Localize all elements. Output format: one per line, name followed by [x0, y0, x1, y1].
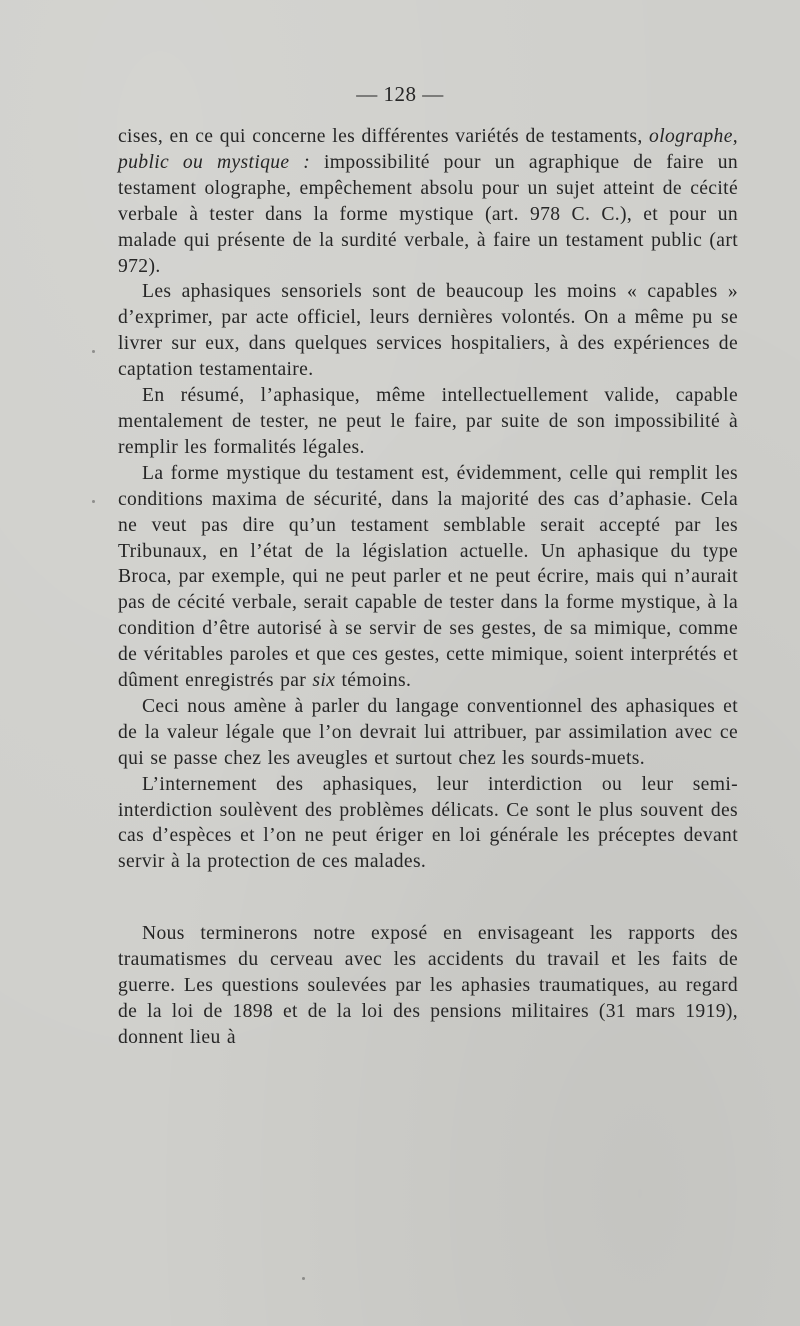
paragraph-mystic-form — [118, 461, 738, 694]
text-span: La forme mystique du testament est, évidemment, celle qui remplit les conditions maxima de sécurité, dans la majorité des cas d’aphasie. Cela ne veut pas dire qu’un testament semblable serait accepté par les Tribunaux, en l’état de la législation actuelle. Un aphasique du type Broca, par exemple, qui ne peut parler et ne peut écrire, mais qui n’aurait pas de cécité verbale, serait capable de tester dans la forme mystique, à la condition d’être autorisé à se servir de ses gestes, de sa mimique, comme de véritables paroles et que ces gestes, cette mimique, soient interprétés et dûment enregistrés par — [118, 462, 738, 692]
text-span: Les aphasiques sensoriels sont de beaucoup les moins « capables » d’exprimer, par acte officiel, leurs dernières volontés. On a même pu se livrer sur eux, dans quelques services hospitaliers, à des expériences de captation testamentaire. — [118, 281, 738, 381]
text-span: L’internement des aphasiques, leur interdiction ou leur semi-interdiction soulèvent des problèmes délicats. Ce sont le plus souvent des cas d’espèces et l’on ne peut ériger en loi générale les préceptes devant servir à la protection de ces malades. — [118, 773, 738, 873]
paragraph-summary — [118, 383, 738, 461]
text-span: impossibilité pour un agraphique de faire un testament olographe, empêchement absolu pour un sujet atteint de cécité verbale à tester dans la forme mystique (art. 978 C. C.), et pour un malade qui présente de la surdité verbale, à faire un testament public (art 972). — [118, 151, 738, 277]
italic-span: olographe, public ou mystique : — [118, 126, 738, 173]
text-span: témoins. — [335, 670, 412, 692]
italic-span: six — [312, 670, 336, 692]
paragraph-traumatisms — [118, 921, 738, 1051]
page-number: — 128 — — [356, 82, 444, 106]
paragraph-internment — [118, 772, 738, 876]
paragraph-conventional-language — [118, 694, 738, 772]
paper-speck — [92, 350, 95, 353]
paragraph-testament-varieties — [118, 124, 738, 279]
text-span: cises, en ce qui concerne les différentes variétés de testaments, — [118, 126, 650, 147]
paper-speck — [92, 500, 95, 503]
text-span: En résumé, l’aphasique, même intellectuellement valide, capable mentalement de tester, ne peut le faire, par suite de son impossibilité à remplir les formalités légales. — [118, 385, 738, 458]
text-span: Nous terminerons notre exposé en envisageant les rapports des traumatismes du cerveau avec les accidents du travail et les faits de guerre. Les questions soulevées par les aphasies traumatiques, au regard de la loi de 1898 et de la loi des pensions militaires (31 mars 1919), donnent lieu à — [118, 923, 738, 1048]
paper-speck — [302, 1277, 305, 1280]
text-span: Ceci nous amène à parler du langage conventionnel des aphasiques et de la valeur légale que l’on devrait lui attribuer, par assimilation avec ce qui se passe chez les aveugles et surtout chez les sourds-muets. — [118, 695, 738, 769]
body-text — [118, 124, 738, 1051]
paragraph-sensory-aphasics — [118, 279, 738, 383]
